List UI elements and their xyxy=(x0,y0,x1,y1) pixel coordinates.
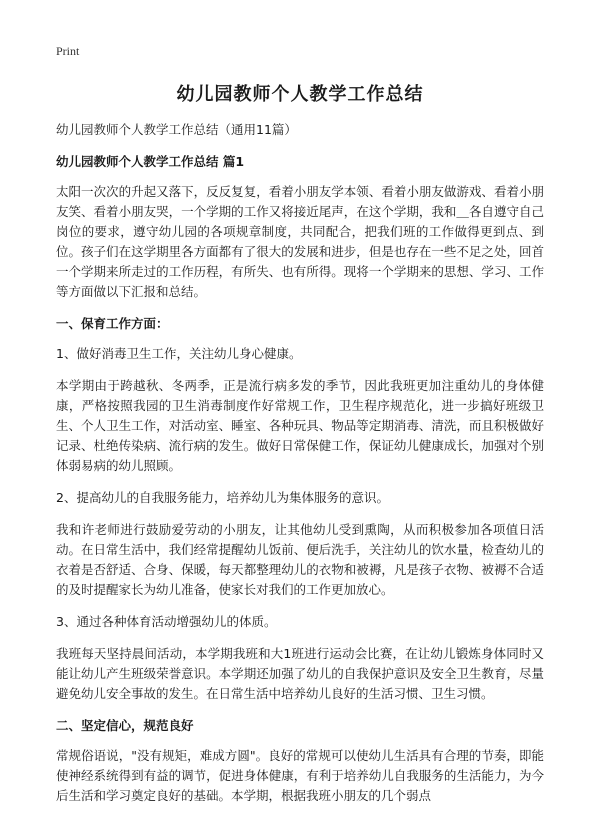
document-title: 幼儿园教师个人教学工作总结 xyxy=(176,84,424,105)
item-1-title: 1、做好消毒卫生工作，关注幼儿身心健康。 xyxy=(56,346,302,361)
item-3-title: 3、通过各种体育活动增强幼儿的体质。 xyxy=(56,614,277,629)
article-heading: 幼儿园教师个人教学工作总结 篇1 xyxy=(56,154,245,169)
item-2-body: 我和许老师进行鼓励爱劳动的小朋友，让其他幼儿受到熏陶，从而积极参加各项值日活动。在日常生活中，我们经常提醒幼儿饭前、便后洗手，关注幼儿的饮水量，检查幼儿的衣着是否舒适、合身、保暖，每天都整理幼儿的衣物和被褥，凡是孩子衣物、被褥不合适的及时提醒家长为幼儿准备，使家长对我们的工作更加放心。 xyxy=(56,522,544,597)
item-2-title: 2、提高幼儿的自我服务能力，培养幼儿为集体服务的意识。 xyxy=(56,490,389,505)
item-1-body: 本学期由于跨越秋、冬两季，正是流行病多发的季节，因此我班更加注重幼儿的身体健康，严格按照我园的卫生消毒制度作好常规工作，卫生程序规范化，进一步搞好班级卫生、个人卫生工作，对活动室、睡室、各种玩具、物品等定期消毒、清洗，而且积极做好记录、杜绝传染病、流行病的发生。做好日常保健工作，保证幼儿健康成长，加强对个别体弱易病的幼儿照顾。 xyxy=(56,378,544,473)
item-3-body: 我班每天坚持晨间活动，本学期我班和大1班进行运动会比赛，在让幼儿锻炼身体同时又能让幼儿产生班级荣誉意识。本学期还加强了幼儿的自我保护意识及安全卫生教育，尽量避免幼儿安全事故的发生。在日常生活中培养幼儿良好的生活习惯、卫生习惯。 xyxy=(56,646,544,701)
section-2-body: 常规俗语说，"没有规矩，难成方圆"。良好的常规可以使幼儿生活具有合理的节奏，即能使神经系统得到有益的调节，促进身体健康，有利于培养幼儿自我服务的生活能力，为今后生活和学习奠定良好的基础。本学期，根据我班小朋友的几个弱点 xyxy=(56,748,544,803)
intro-paragraph: 太阳一次次的升起又落下，反反复复，看着小朋友学本领、看着小朋友做游戏、看着小朋友笑、看着小朋友哭，一个学期的工作又将接近尾声，在这个学期，我和＿各自遵守自己岗位的要求，遵守幼儿园的各项规章制度，共同配合，把我们班的工作做得更到点、到位。孩子们在这学期里各方面都有了很大的发展和进步，但是也存在一些不足之处，回首一个学期来所走过的工作历程，有所失、也有所得。现将一个学期来的思想、学习、工作等方面做以下汇报和总结。 xyxy=(56,184,544,299)
print-label: Print xyxy=(56,44,80,58)
section-2-title: 二、坚定信心，规范良好 xyxy=(56,718,194,733)
document-body xyxy=(56,120,544,818)
section-1-title: 一、保育工作方面： xyxy=(56,316,169,331)
document-subtitle: 幼儿园教师个人教学工作总结（通用11篇） xyxy=(56,122,297,137)
